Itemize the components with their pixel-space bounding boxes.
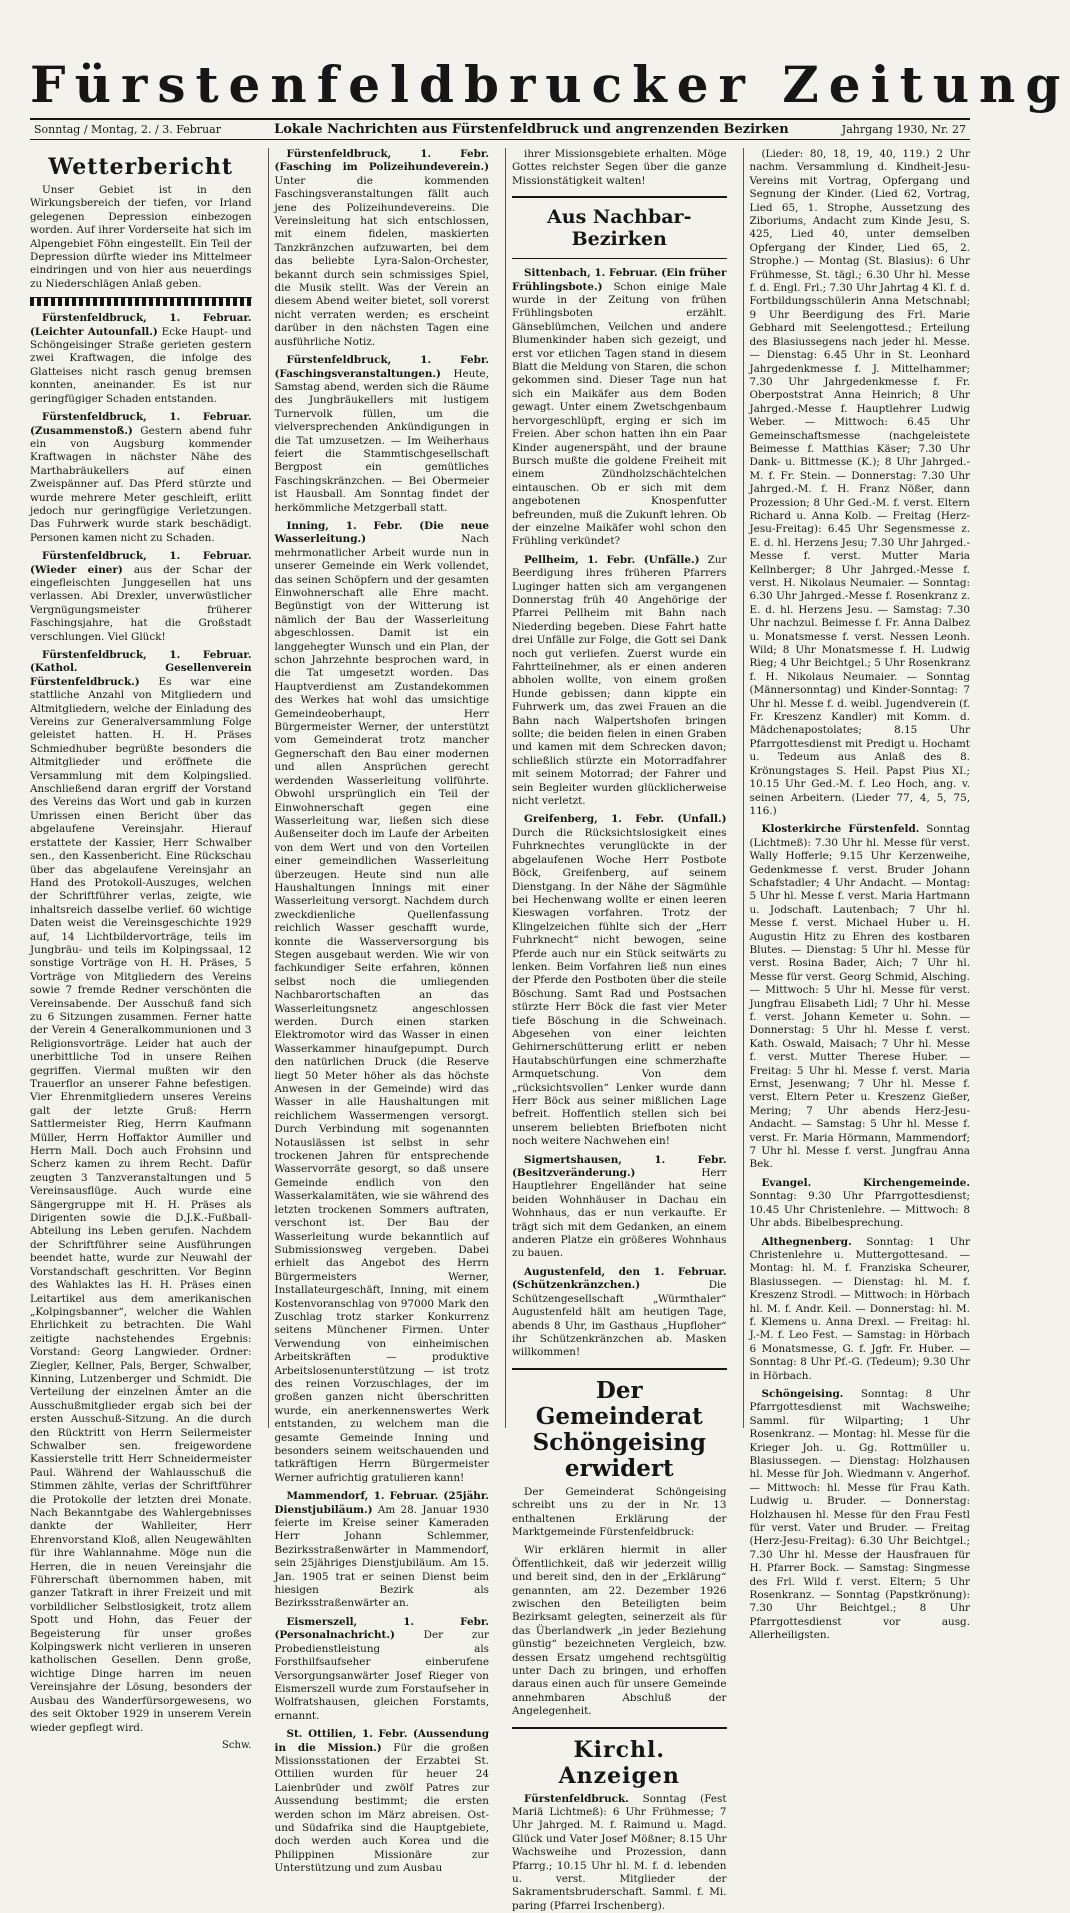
- column-2: [268, 148, 496, 1875]
- article-lead: Augustenfeld, den 1. Februar. (Schützenkränzchen.): [512, 1265, 727, 1292]
- article-lead: Eismerszell, 1. Febr. (Personalnachricht.): [274, 1615, 489, 1642]
- tagline: Lokale Nachrichten aus Fürstenfeldbruck und angrenzenden Bezirken: [274, 122, 789, 137]
- article-lead: Evangel. Kirchengemeinde.: [761, 1176, 970, 1189]
- article-lead: Fürstenfeldbruck, 1. Februar. (Leichter Autounfall.): [30, 312, 252, 338]
- article-mission-continued: ihrer Missionsgebiete erhalten. Möge Gottes reichster Segen über die ganze Missionstätigkeit walten!: [512, 148, 727, 187]
- article-body: Gestern abend fuhr ein von Augsburg kommender Kraftwagen in nächster Nähe des Marthabräukellers auf einen Zweispänner auf. Das Pferd stürzte und wurde mehrere Meter geschleift, erlitt jedoch nur geringfügige Verletzungen. Das Fuhrwerk wurde stark beschädigt. Personen kamen nicht zu Schaden.: [30, 424, 252, 544]
- article-columns: [30, 148, 970, 1912]
- article-lead: Sigmertshausen, 1. Febr. (Besitzveränderung.): [512, 1153, 727, 1180]
- article-lead: Greifenberg, 1. Febr. (Unfall.): [524, 813, 727, 826]
- section-divider: [30, 297, 252, 306]
- article-fruehlingsbote: [512, 267, 727, 549]
- article-body: Sonntag: 1 Uhr Christenlehre u. Muttergottesand. — Montag: hl. M. f. Franziska Scheurer, Blasiussegen. — Dienstag: hl. M. f. Kreszenz Strodl. — Mittwoch: in Hörbach hl. M. f. Andr. Keil. — Donnerstag: hl. M. f. Klemens u. Anna Drexl. — Freitag: hl. J.-M. f. Leo Fest. — Samstag: in Hörbach 6 Monatsmesse, G. f. Jgfr. Fr. Huber. — Sonntag: 8 Uhr Pf.-G. (Tedeum); 9.30 Uhr in Hörbach.: [749, 1235, 970, 1382]
- section-divider: [512, 258, 727, 259]
- article-body: Am 28. Januar 1930 feierte im Kreise seiner Kameraden Herr Johann Schlemmer, Bezirksstraßenwärter in Mammendorf, sein 25jähriges Dienstjubiläum. Am 15. Jan. 1905 trat er seinen Dienst beim hiesigen Bezirk als Bezirksstraßenwärter an.: [274, 1503, 490, 1610]
- weather-report: Unser Gebiet ist in den Wirkungsbereich der tiefen, vor Irland gelegenen Depression einbezogen worden. Auf ihrer Vorderseite hat sich im Alpengebiet Föhn eingestellt. Ein Teil der Depression dürfte wieder ins Mittelmeer eindringen und von hier aus neuerdings zu Niederschlägen Anlaß geben.: [30, 184, 252, 290]
- article-body: Sonntag: 8 Uhr Pfarrgottesdienst mit Wachsweihe; Samml. für Wilparting; 1 Uhr Rosenkranz. — Montag: hl. Messe für die Krieger Joh. u. Gg. Rottmüller u. Blasiussegen. — Dienstag: Holzhausen hl. Messe für Joh. Wiedmann v. Angerhof. — Mittwoch: hl. Messe für Frau Kath. Ludwig u. Bruder. — Donnerstag: Holzhausen hl. Messe für den Frau Festl für verst. Vater und Bruder. — Freitag (Herz-Jesu-Freitag): 6.30 Uhr Beichtgel.; 7.30 Uhr hl. Messe der Hausfrauen für H. Pfarrer Bock. — Samstag: Singmesse des Frl. Wild f. verst. Eltern; 5 Uhr Rosenkranz. — Sonntag (Papstkrönung): 7.30 Uhr Beichtgel.; 8 Uhr Pfarrgottesdienst vor ausg. Allerheiligsten.: [749, 1387, 970, 1642]
- article-body: Unter die kommenden Faschingsveranstaltungen fällt auch jene des Polizeihundevereins. Die Vereinsleitung hat sich entschlossen, mit einem fidelen, maskierten Tanzkränzchen aufzuwarten, bei dem das beliebte Lyra-Salon-Orchester, bekannt durch sein schmissiges Spiel, die Musik stellt. Was der Verein an diesem Abend weiter bietet, soll vorerst nicht verraten werden; es erscheint darüber in den nächsten Tagen eine ausführliche Notiz.: [274, 174, 489, 348]
- church-notice-continued: (Lieder: 80, 18, 19, 40, 119.) 2 Uhr nachm. Versammlung d. Kindheit-Jesu-Vereins mit Vortrag, Opfergang und Segnung der Kinder. (Lied 62, Vortrag, Lied 65, 1. Strophe, Aussetzung des Ziboriums, Andacht zum Kinde Jesu, S. 425, Lied 40, unter demselben Opfergang der Kinder, Lied 65, 2. Strophe.) — Montag (St. Blasius): 6 Uhr Frühmesse, St. tägl.; 6.30 Uhr hl. Messe f. d. Engl. Frl.; 7.30 Uhr Jahrtag 4 Kl. f. d. Fortbildungsschülerin Anna Metschnabl; 9 Uhr Beerdigung des Frl. Marie Gebhard mit Seelengottesd.; Erteilung des Blasiussegens nach jeder hl. Messe. — Dienstag: 6.45 Uhr in St. Leonhard Jahrgedenkmesse f. J. Mittelhammer; 7.30 Uhr Jahrgedenkmesse f. Fr. Oberpoststrat Anna Heinrich; 8 Uhr Jahrged.-Messe f. Hauptlehrer Ludwig Weber. — Mittwoch: 6.45 Uhr Gemeinschaftsmesse (nachgeleistete Beimesse f. Matthias Käser; 7.30 Uhr Dank- u. Bittmesse (K.); 8 Uhr Jahrged.-M. f. Fr. Stein. — Donnerstag: 7.30 Uhr Jahrged.-M. f. H. Franz Nößer, dann Prozession; 8 Uhr Ged.-M. f. verst. Eltern Richard u. Anna Kolb. — Freitag (Herz-Jesu-Freitag): 6.45 Uhr Segensmesse z. E. d. hl. Herzens Jesu; 7.30 Uhr Jahrged.-Messe f. verst. Mutter Maria Kellnberger; 8 Uhr Jahrged.-Messe f. verst. H. Nikolaus Neumaier. — Sonntag: 6.30 Uhr Jahrged.-Messe f. Rosenkranz z. E. d. hl. Herzens Jesu. — Samstag: 7.30 Uhr nachzul. Beimesse f. Fr. Anna Dalbez u. Monatsmesse f. verst. Nessen Leonh. Wild; 8 Uhr Monatsmesse f. H. Ludwig Rieg; 4 Uhr Beichtgel.; 5 Uhr Rosenkranz f. H. Nikolaus Neumaier. — Sonntag (Männersonntag) und Kinder-Sonntag: 7 Uhr hl. Messe f. d. weibl. Jugendverein (f. Fr. Kreszenz Kandler) mit Komm. d. Mädchenapostolates; 8.15 Uhr Pfarrgottesdienst mit Predigt u. Hochamt u. Tedeum aus Anlaß des 8. Krönungstages S. Heil. Papst Pius XI.; 10.15 Uhr Ged.-M. f. Leo Hoch, ang. v. seinen Arbeitern. (Lieder 77, 4, 5, 75, 116.): [749, 148, 970, 817]
- article-body: Schon einige Male wurde in der Zeitung von frühen Frühlingsboten erzählt. Gänseblümchen, Veilchen und andere Blumenkinder haben sich gezeigt, und erst vor etlichen Tagen stand in diesem Blatt die Meldung von Staren, die schon gekommen sind. Dieser Tage nun hat sich ein Maikäfer aus dem Boden gewagt. Unter einem Zwetschgenbaum hervorgeschlüpft, erging er sich im Freien. Aber schon hatten ihn ein Paar Kinder augenerspäht, und der braune Bursch mußte die goldene Freiheit mit einem Zündholzschächtelchen eintauschen. Ob er sich mit dem angebotenen Knospenfutter befreunden, muß die Zukunft lehren. Ob der einzelne Maikäfer wohl schon den Frühling verkündet?: [512, 280, 727, 548]
- article-body: Es war eine stattliche Anzahl von Mitgliedern und Altmitgliedern, welche der Einladung des Vereins zur Generalversammlung Folge geleistet hatten. H. H. Präses Schmiedhuber begrüßte besonders die Altmitglieder und eröffnete die Versammlung mit dem Kolpingslied. Anschließend daran ergriff der Vorstand des Vereins das Wort und gab in kurzen Umrissen einen Bericht über das abgelaufene Vereinsjahr. Hierauf erstattete der Kassier, Herr Schwalber sen., den Kassenbericht. Eine Rückschau über das abgelaufene Vereinsjahr an Hand des Protokoll-Auszuges, welchen der Schriftführer verlas, zeigte, wie inhaltsreich dasselbe verlief. 60 wichtige Daten weist die Vereinsgeschichte 1929 auf, 14 Lichtbildervorträge, teils im Jungbräu- und teils im Kolpingssaal, 12 sonstige Vorträge von H. H. Präses, 5 Vorträge von Mitgliedern des Vereins sowie 7 fremde Redner verschönten die Vereinsabende. Der Ausschuß fand sich zu 6 Sitzungen zusammen. Ferner hatte der Verein 4 Generalkommunionen und 3 Religionsvorträge. Leider hat auch der unerbittliche Tod in unsere Reihen gegriffen. Viermal mußten wir den Trauerflor an unserer Fahne befestigen. Vier Ehrenmitgliedern unseres Vereins galt der letzte Gruß: Herrn Sattlermeister Rieg, Herrn Kaufmann Müller, Herrn Hoffaktor Aumiller und Herrn Mall. Doch auch Frohsinn und Scherz kamen zu ihrem Recht. Dafür zeugten 3 Tanzveranstaltungen und 5 Vereinsausflüge. Auch wurde eine Sängergruppe mit H. H. Präses als Dirigenten sowie die D.J.K.-Fußball-Abteilung ins Leben gerufen. Nachdem der Schriftführer seine Ausführungen beendet hatte, wurde zur Neuwahl der Vorstandschaft geschritten. Vor Beginn des Wahlaktes las H. H. Präses einen Leitartikel aus dem amerikanischen „Kolpingsbanner“, welcher die Wahlen Ehrlichkeit zu betrachten. Die Wahl zeitigte nachstehendes Ergebnis: Vorstand: Georg Langwieder. Ordner: Ziegler, Kellner, Pals, Berger, Schwalber, Kinning, Lutzenberger und Schmidt. Die Verteilung der einzelnen Ämter an die Ausschußmitglieder ergab sich bei der ersten Ausschuß-Sitzung. An die durch den Rücktritt von Herrn Seilermeister Schwalber sen. freigewordene Kassierstelle tritt Herr Schneidermeister Paul. Während der Wahlausschuß die Stimmen zählte, verlas der Schriftführer die Protokolle der letzten drei Monate. Nach Bekanntgabe des Wahlergebnisses dankte der Wahlleiter, Herr Ehrenvorstand Kloß, allen Neugewählten für ihre Wahlannahme. Möge nun die Herren, die in neuen Vereinsjahr die Führerschaft übernommen haben, mit ganzer Tatkraft in ihrer Freizeit und mit vorbildlicher Selbstlosigkeit, trotz allem Spott und Hohn, das Feuer der Begeisterung für unser großes Kolpingswerk nicht verlieren in unseren katholischen Gesellen. Denn große, wichtige Dinge harren im neuen Vereinsjahre der Lösung, besonders der Ausbau des Wanderfürsorgewesens, wo des seit Oktober 1929 in unserem Verein wieder gepflegt wird.: [30, 675, 252, 1734]
- church-notice-schoengeising: [750, 1388, 971, 1643]
- article-body: Sonntag: 9.30 Uhr Pfarrgottesdienst; 10.45 Uhr Christenlehre. — Mittwoch: 8 Uhr abds. Bibelbesprechung.: [749, 1190, 970, 1230]
- article-body: Sonntag (Lichtmeß): 7.30 Uhr hl. Messe für verst. Wally Hofferle; 9.15 Uhr Kerzenweihe, Gedenkmesse f. verst. Bruder Johann Schafstadler; 4 Uhr Andacht. — Montag: 5 Uhr hl. Messe f. verst. Maria Hartmann u. Jodschaft. Lautenbach; 7 Uhr hl. Messe f. verst. Michael Huber u. H. Augustin Hitz zu Ehren des kostbaren Blutes. — Dienstag: 5 Uhr hl. Messe für verst. Rosina Bader, Aich; 7 Uhr hl. Messe für verst. Georg Schmid, Alsching. — Mittwoch: 5 Uhr hl. Messe für verst. Jungfrau Elisabeth Lidl; 7 Uhr hl. Messe f. verst. Johann Kemeter u. Sohn. — Donnerstag: 5 Uhr hl. Messe f. verst. Kath. Oswald, Maisach; 7 Uhr hl. Messe f. verst. Mutter Therese Huber. — Freitag: 5 Uhr hl. Messe f. verst. Maria Ernst, Jesenwang; 7 Uhr hl. Messe f. verst. Eltern Peter u. Kreszenz Gießer, Mering; 7 Uhr abends Herz-Jesu-Andacht. — Samstag: 5 Uhr hl. Messe f. verst. Fr. Maria Hörmann, Mammendorf; 7 Uhr hl. Messe f. verst. Jungfrau Anna Bek.: [749, 823, 970, 1171]
- article-lead: Fürstenfeldbruck, 1. Februar. (Wieder einer): [30, 550, 252, 576]
- article-lead: Schöngeising.: [761, 1387, 844, 1400]
- article-body: Durch die Rücksichtslosigkeit eines Fuhrknechtes verunglückte in der abgelaufenen Woche Herr Postbote Böck, Greifenberg, auf seinem Dienstgang. In der Nähe der Sägmühle bei Hechenwang wollte er einen leeren Kieswagen vorfahren. Trotz der Klingelzeichen fühlte sich der „Herr Fuhrknecht“ nicht bewogen, seine Pferde auch nur ein Stück seitwärts zu lenken. Beim Vorfahren ließ nun eines der Pferde den Postboten über die steile Böschung. Samt Rad und Postsachen stürzte Herr Böck die fast vier Meter tiefe Böschung in die Schweinach. Abgesehen von einer leichten Gehirnerschütterung erlitt er neben Hautabschürfungen eine schmerzhafte Armquetschung. Von dem „rücksichtsvollen“ Lenker wurde dann Herr Böck aus seiner mißlichen Lage befreit. Hoffentlich stellen sich bei unserem beliebten Briefboten nicht noch weitere Nachwehen ein!: [512, 826, 727, 1148]
- article-lead: Fürstenfeldbruck.: [524, 1792, 629, 1805]
- article-mission: [275, 1728, 490, 1875]
- section-divider: [512, 1368, 727, 1370]
- gemeinderat-heading: Der Gemeinderat Schöngeising erwidert: [532, 1376, 706, 1482]
- article-lead: Fürstenfeldbruck, 1. Febr. (Fasching im Polizeihundeverein.): [274, 148, 489, 174]
- issue-date: Sonntag / Montag, 2. / 3. Februar: [34, 123, 221, 136]
- section-divider: [512, 1727, 727, 1729]
- article-autounfall: [30, 312, 252, 406]
- article-dienstjubilaeum: [275, 1490, 490, 1611]
- article-lead: Klosterkirche Fürstenfeld.: [761, 823, 920, 836]
- masthead: [30, 0, 1070, 140]
- article-lead: Inning, 1. Febr. (Die neue Wasserleitung.): [274, 519, 489, 546]
- column-4: [743, 148, 971, 1642]
- article-gesellenverein: [30, 649, 252, 1735]
- gemeinderat-statement: Wir erklären hiermit in aller Öffentlichkeit, daß wir jederzeit willig und bereit sind, den in der „Erklärung“ genannten, am 22. Dezember 1926 zwischen den Beteiligten beim Bezirksamt gelegten, seinerzeit als für das Überlandwerk „in jeder Beziehung günstig“ bezeichneten Vergleich, bzw. dessen Ersatz umgehend rechtsgültig unter Dach zu bringen, und erhoffen daraus einen auch für unsere Gemeinde annehmbaren Abschluß der Angelegenheit.: [512, 1544, 727, 1718]
- article-lead: Althegnenberg.: [761, 1235, 852, 1248]
- masthead-info-bar: [30, 118, 970, 140]
- church-notice-althegnenberg: [750, 1236, 971, 1383]
- newspaper-title: Fürstenfeldbrucker Zeitung: [30, 55, 1070, 114]
- article-besitzveraenderung: [512, 1154, 727, 1261]
- article-junggesellen: [30, 550, 252, 644]
- issue-number: Jahrgang 1930, Nr. 27: [841, 123, 966, 136]
- article-schuetzenkraenzchen: [512, 1266, 727, 1360]
- article-body: Sonntag (Fest Mariä Lichtmeß): 6 Uhr Frühmesse; 7 Uhr Jahrged. M. f. Raimund u. Magd. Glück und Vater Josef Mößner; 8.15 Uhr Wachsweihe und Prozession, dann Pfarrg.; 10.15 Uhr hl. M. f. d. lebenden u. verst. Mitglieder der Sakramentsbruderschaft. Samml. f. Mi. paring (Pfarrei Irschenberg).: [512, 1792, 727, 1912]
- article-lead: Fürstenfeldbruck, 1. Febr. (Faschingsveranstaltungen.): [274, 354, 489, 380]
- column-3: [505, 148, 733, 1912]
- article-unfaelle: [512, 554, 727, 809]
- weather-heading: Wetterbericht: [48, 154, 234, 180]
- article-body: Herr Hauptlehrer Engelländer hat seine beiden Wohnhäuser in Dachau ein Wohnhaus, das er nun verkaufte. Er trägt sich mit dem Gedanken, an einem anderen Platze ein größeres Wohnhaus zu bauen.: [512, 1167, 727, 1260]
- article-lead: Fürstenfeldbruck, 1. Februar. (Zusammenstoß.): [30, 411, 252, 437]
- article-signature: Schw.: [222, 1739, 252, 1751]
- article-body: aus der Schar der eingefleischten Junggesellen hat uns verlassen. Abi Drexler, unverwüstlicher Vergnügungsmeister früherer Faschingsjahre, hat die Großstadt verschlungen. Viel Glück!: [30, 563, 252, 643]
- article-lead: St. Ottilien, 1. Febr. (Aussendung in die Mission.): [274, 1728, 489, 1754]
- kirchl-anzeigen-heading: Kirchl. Anzeigen: [558, 1736, 680, 1789]
- article-body: Nach mehrmonatlicher Arbeit wurde nun in unserer Gemeinde ein Werk vollendet, das seinen Schöpfern und der gesamten Einwohnerschaft alle Ehre macht. Begünstigt von der Witterung ist nämlich der Bau der Wasserleitung abgeschlossen. Damit ist ein langgehegter Wunsch und ein Plan, der schon Jahrzehnte besprochen ward, in die Tat umgesetzt worden. Das Hauptverdienst am Zustandekommen des Werkes hat wohl das umsichtige Gemeindeoberhaupt, Herr Bürgermeister Werner, der unterstützt vom Gemeinderat trotz mancher Gegnerschaft den Bau einer modernen und allen Ansprüchen gerecht werdenden Wasserleitung vollführte. Obwohl ursprünglich ein Teil der Einwohnerschaft gegen eine Wasserleitung war, ließen sich diese Außenseiter doch im Laufe der Arbeiten von dem Wert und von den Vorteilen einer gemeindlichen Wasserleitung überzeugen. Heute sind nun alle Haushaltungen Innings mit einer Wasserleitung versorgt. Nachdem durch zweckdienliche Quellenfassung reichlich Wasser geschafft wurde, konnte die Wasserversorgung bis Stegen ausgebaut werden. Wie wir von fachkundiger Seite erfahren, können selbst noch die umliegenden Nachbarortschaften an das Wasserleitungsnetz angeschlossen werden. Durch einen starken Elektromotor wird das Wasser in einen Wasserkammer hinaufgepumpt. Durch den natürlichen Druck (die Reserve liegt 50 Meter höher als das höchste Anwesen in der Gemeinde) wird das Wasser in alle Haushaltungen mit reichlichem Wassermengen versorgt. Durch Verbindung mit sogenannten Notauslässen ist selbst in sehr trockenen Jahren für entsprechende Wasservorräte gesorgt, so daß unsere Gemeinde endlich von den Wasserkalamitäten, wie sie während des letzten trockenen Sommers auftraten, verschont ist. Der Bau der Wasserleitung wurde bekanntlich auf Submissionsweg vergeben. Dabei erhielt das Angebot des Herrn Bürgermeisters Werner, Installateurgeschäft, Inning, mit einem Kostenvoranschlag von 97000 Mark den Zuschlag trotz starker Konkurrenz seitens Münchener Firmen. Unter Verwendung von einheimischen Arbeitskräften — produktive Arbeitslosenunterstützung — ist trotz des reinen Vorzuschlages, der im großen ganzen nicht überschritten wurde, ein anerkennenswertes Werk entstanden, zu welchem man die gesamte Gemeinde Inning und besonders seinem weitschauenden und tatkräftigen Herrn Bürgermeister Werner aufrichtig gratulieren kann!: [274, 533, 489, 1484]
- church-notice-evangelisch: [750, 1177, 971, 1231]
- article-lead: Pellheim, 1. Febr. (Unfälle.): [524, 553, 700, 566]
- church-notice-klosterkirche: [750, 823, 971, 1172]
- article-wasserleitung: [275, 520, 490, 1485]
- article-body: Die Schützengesellschaft „Würmthaler“ Augustenfeld hält am heutigen Tage, abends 8 Uhr, im Gasthaus „Hupfloher“ ihr Schützenkränzchen ab. Masken willkommen!: [512, 1279, 727, 1359]
- column-1: [30, 148, 258, 1751]
- article-body: Für die großen Missionsstationen der Erzabtei St. Ottilien wurden für heuer 24 Laienbrüder und zwölf Patres zur Aussendung bestimmt; die ersten werden schon im März abreisen. Ost- und Südafrika sind die Hauptgebiete, doch werden auch Korea und die Philippinen Missionäre zur Unterstützung und zum Ausbau: [274, 1741, 489, 1875]
- article-faschingsveranstaltungen: [275, 354, 490, 515]
- article-zusammenstoss: [30, 411, 252, 545]
- article-body: Der zur Probedienstleistung als Forsthilfsaufseher einberufene Versorgungsanwärter Josef Rieger von Eismerszell wurde zum Forstaufseher in Wolfratshausen, gleichen Forstamts, ernannt.: [274, 1629, 489, 1722]
- article-unfall-greifenberg: [512, 813, 727, 1148]
- article-body: Ecke Haupt- und Schöngeisinger Straße gerieten gestern zwei Kraftwagen, die infolge des Glatteises nicht rasch genug bremsen konnten, aneinander. Es ist nur geringfügiger Schaden entstanden.: [30, 325, 252, 405]
- article-body: Zur Beerdigung ihres früheren Pfarrers Luginger hatten sich am vergangenen Donnerstag früh 40 Angehörige der Pfarrei Pellheim mit Bahn nach Niederding begeben. Diese Fahrt hatte drei Unfälle zur Folge, die Gott sei Dank noch gut verliefen. Zuerst wurde ein Fahrtteilnehmer, als er einen anderen abholen wollte, von einem großen Hunde gebissen; dann kippte ein Fuhrwerk um, das zwei Frauen an die Bahn nach Walpertshofen bringen sollte; die beiden fielen in einen Graben und kamen mit dem Schrecken davon; schließlich stürzte ein Motorradfahrer mit seinem Motorrad; der Fahrer und sein Begleiter wurden glücklicherweise nicht verletzt.: [512, 553, 727, 808]
- article-lead: Sittenbach, 1. Februar. (Ein früher Frühlingsbote.): [512, 267, 727, 293]
- gemeinderat-intro: Der Gemeinderat Schöngeising schreibt uns zu der in Nr. 13 enthaltenen Erklärung der Marktgemeinde Fürstenfeldbruck:: [512, 1485, 727, 1538]
- article-polizeihundeverein: [275, 148, 490, 349]
- article-body: Heute, Samstag abend, werden sich die Räume des Jungbräukellers mit lustigem Turnervolk füllen, um die vielversprechenden Ankündigungen in die Tat umzusetzen. — Im Weiherhaus feiert die Stammtischgesellschaft Bergpost ein gemütliches Faschingskränzchen. — Bei Obermeier ist Hausball. Am Sonntag findet der herkömmliche Metzgerball statt.: [274, 367, 489, 514]
- nachbar-bezirken-heading: Aus Nachbar-Bezirken: [547, 206, 692, 251]
- article-personalnachricht: [275, 1616, 490, 1723]
- article-lead: Fürstenfeldbruck, 1. Februar. (Kathol. Gesellenverein Fürstenfeldbruck.): [30, 649, 252, 688]
- church-notice-fuerstenfeldbruck: [512, 1793, 727, 1913]
- article-lead: Mammendorf, 1. Februar. (25jähr. Dienstjubiläum.): [274, 1490, 489, 1516]
- section-divider: [512, 196, 727, 198]
